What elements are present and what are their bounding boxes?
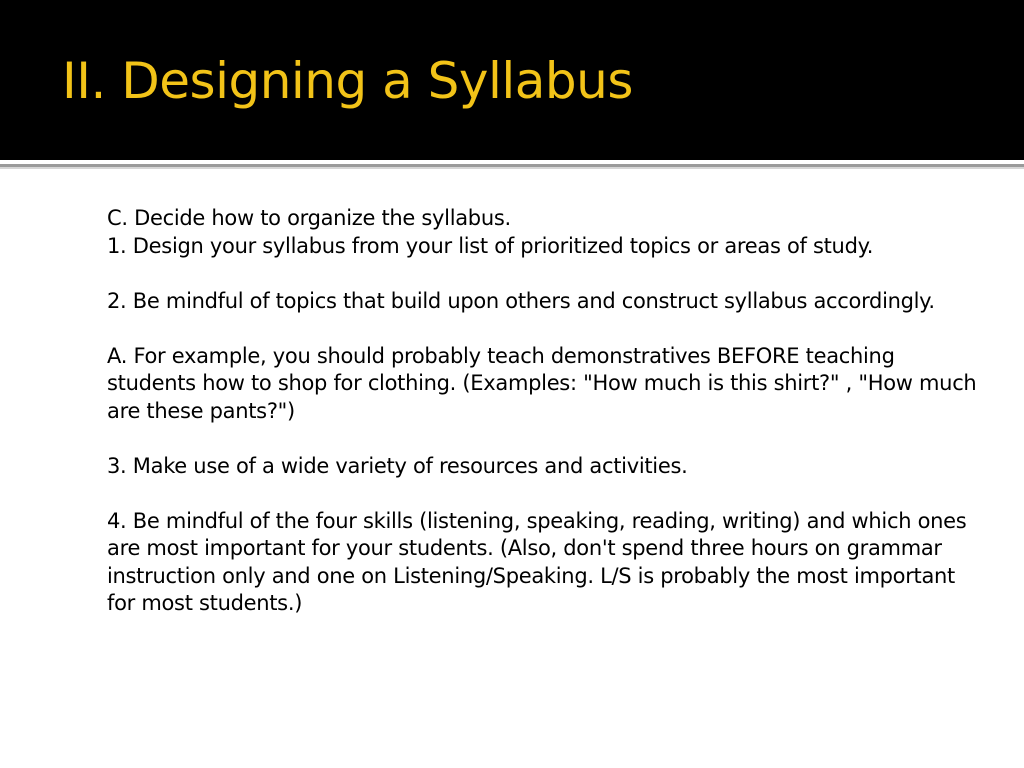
body-paragraph: 4. Be mindful of the four skills (listening, speaking, reading, writing) and which ones are most important for your students. (Also, don't spend three hours on grammar instruction only and one on Listening/Speaking. L/S is probably the most important for most students.) xyxy=(107,508,967,615)
body-paragraph: A. For example, you should probably teach demonstratives BEFORE teaching students how to shop for clothing. (Examples: "How much is this shirt?" , "How much are these pants?") xyxy=(107,343,977,423)
title-bar xyxy=(0,0,1024,160)
body-paragraph: 2. Be mindful of topics that build upon others and construct syllabus accordingly. xyxy=(107,288,935,313)
body-paragraph: C. Decide how to organize the syllabus. xyxy=(107,206,511,230)
slide-body xyxy=(107,205,977,618)
body-paragraph: 1. Design your syllabus from your list of prioritized topics or areas of study. xyxy=(107,233,874,258)
divider-shadow xyxy=(0,167,1024,169)
body-paragraph: 3. Make use of a wide variety of resources and activities. xyxy=(107,453,688,478)
slide-title: II. Designing a Syllabus xyxy=(62,52,633,110)
